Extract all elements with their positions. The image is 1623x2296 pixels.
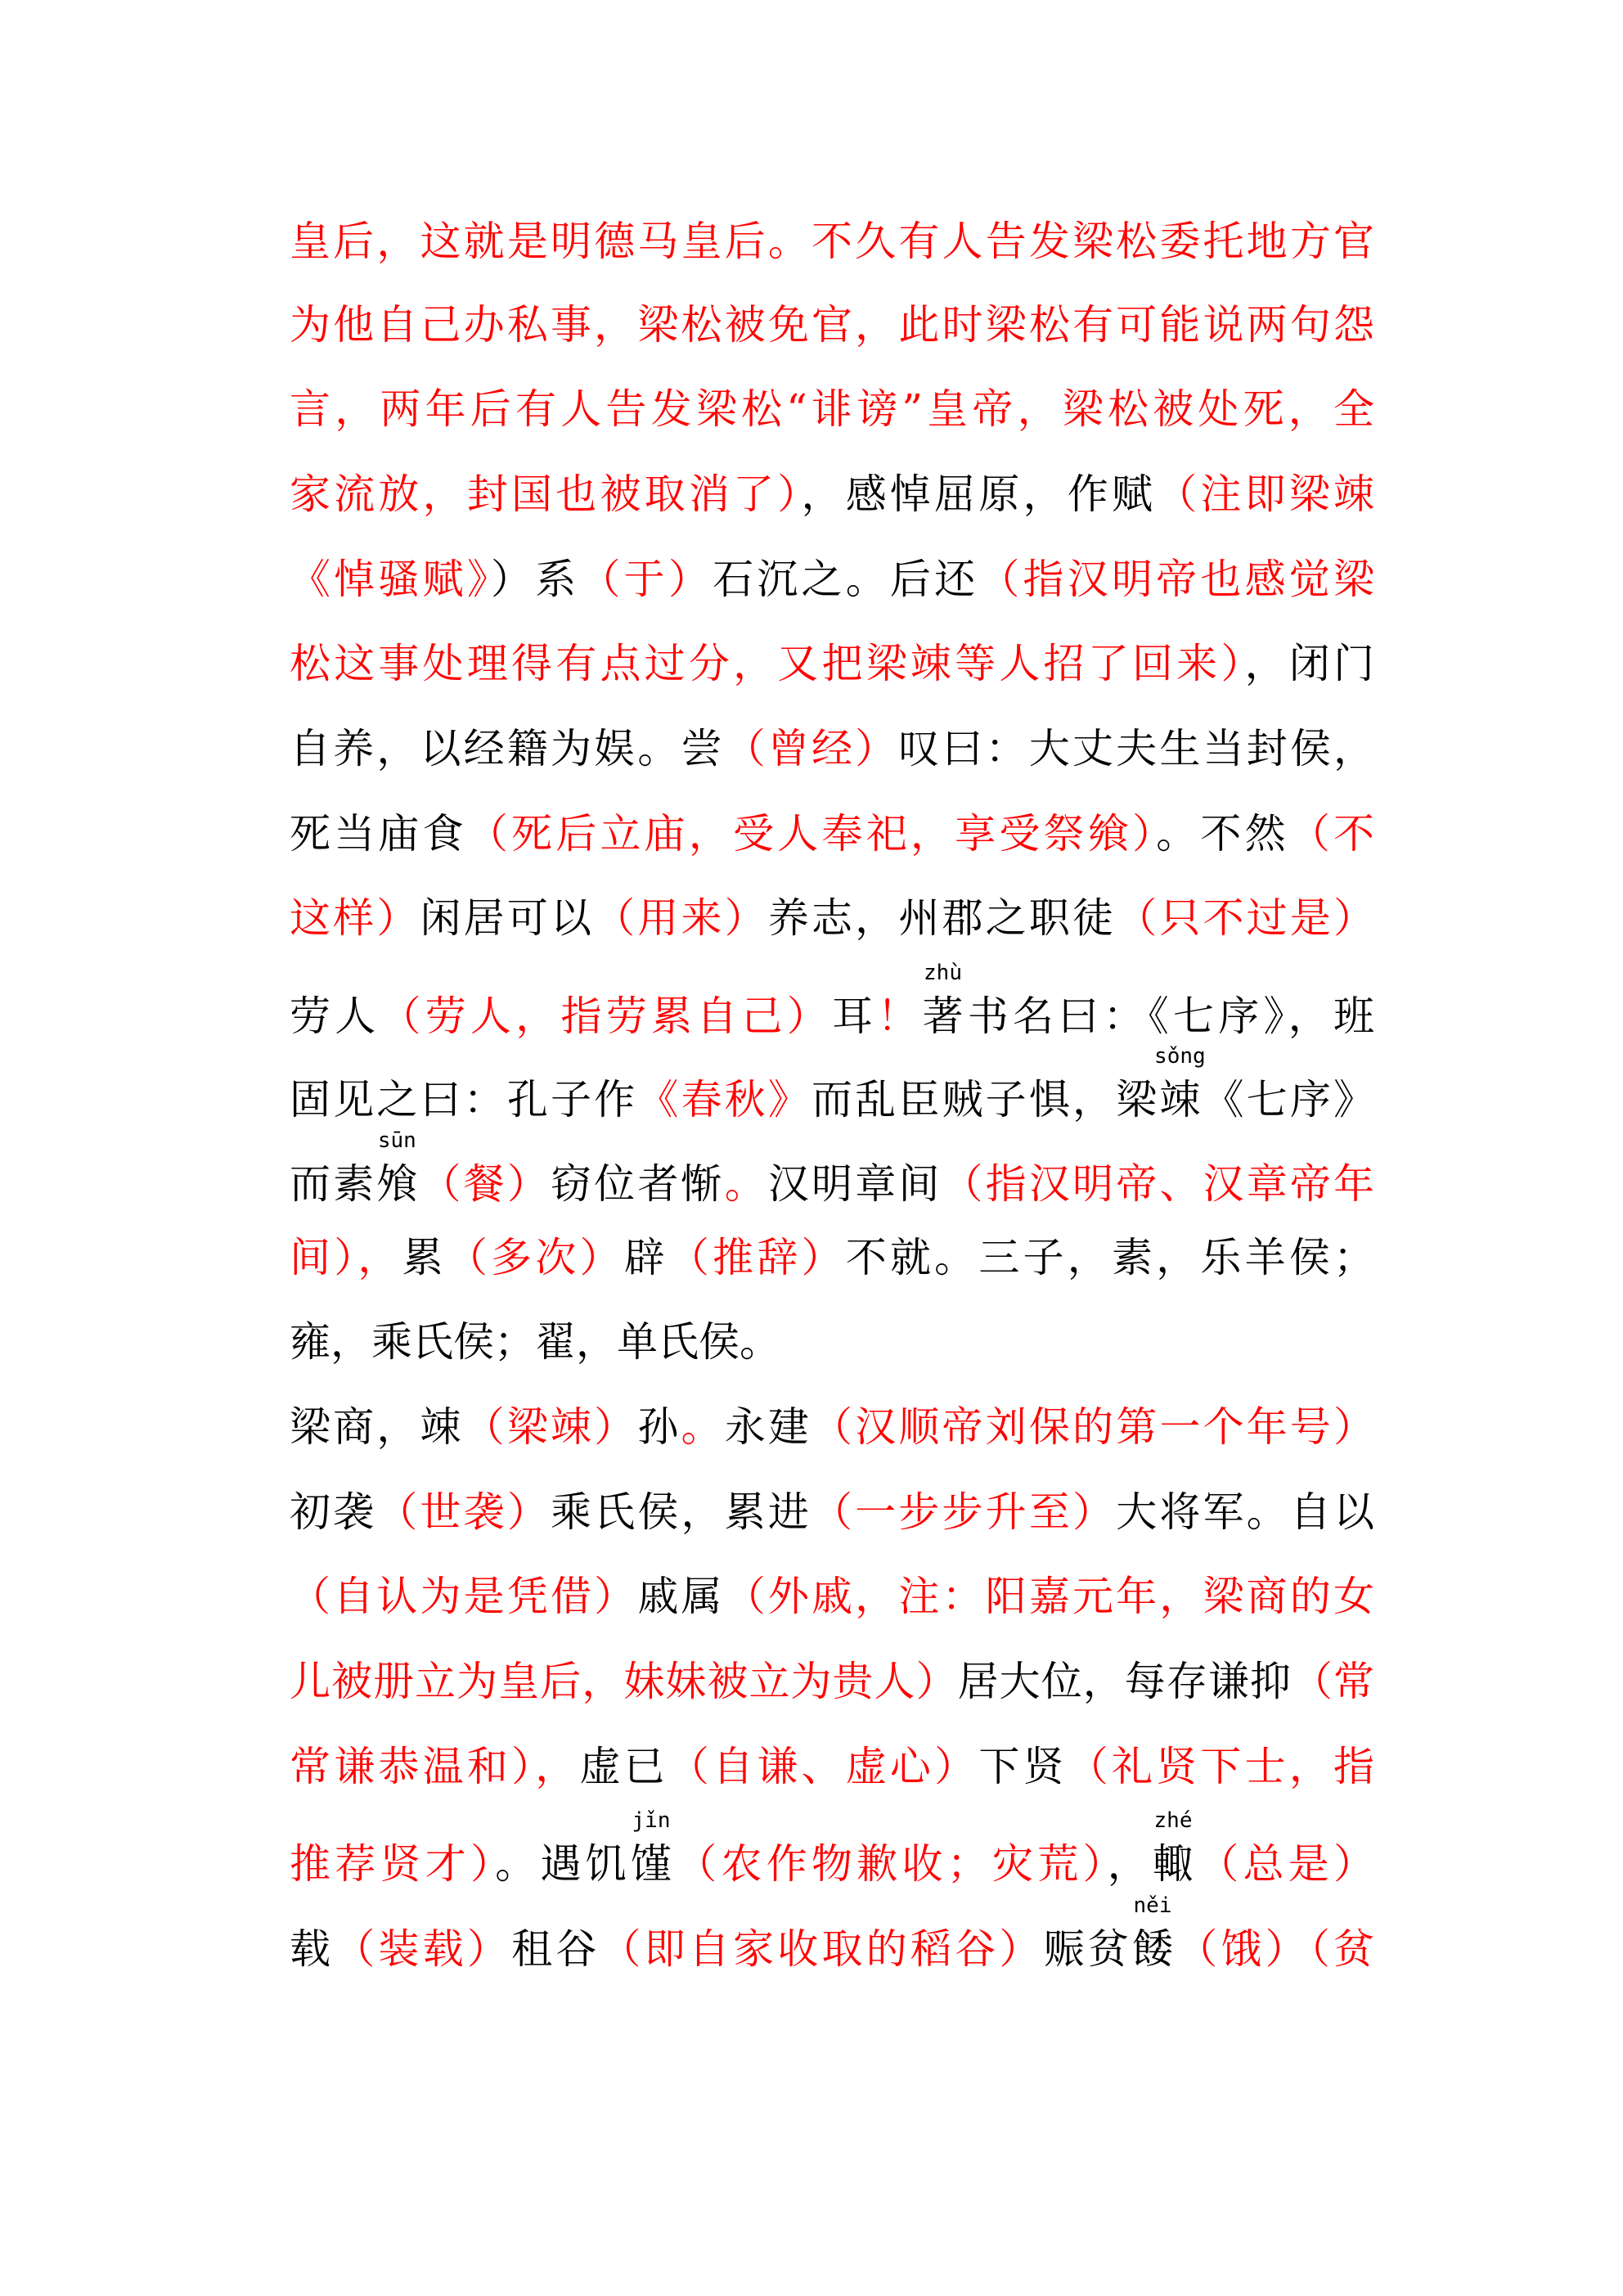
text-line [290, 1742, 1374, 1791]
original-text: 书名曰：《七序》，班 [963, 993, 1374, 1040]
annotation-text: （不 [1288, 810, 1375, 858]
original-text: 劳人 [290, 993, 380, 1040]
text-line [290, 894, 1374, 943]
original-text: 租谷 [511, 1925, 600, 1973]
text-line [290, 385, 1374, 434]
original-text: 大将军。自以 [1116, 1488, 1375, 1536]
annotation-text: 。 [681, 1403, 725, 1451]
original-text: 自养，以经籍为娱。尝 [290, 725, 725, 772]
text-line [290, 1402, 1374, 1452]
text-line [290, 724, 1374, 773]
text-line [290, 1044, 1375, 1124]
annotation-text: 间）， [290, 1234, 402, 1281]
text-line [290, 639, 1374, 688]
original-text: 乘氏侯，累进 [551, 1488, 812, 1536]
text-line [290, 1657, 1374, 1706]
text-line [290, 217, 1374, 266]
original-text: 下贤 [978, 1743, 1068, 1790]
annotation-text: 为他自己办私事，梁松被免官，此时梁松有可能说两句怨 [290, 301, 1374, 349]
original-text: 而素 [290, 1160, 377, 1208]
annotation-text: （装载） [334, 1925, 512, 1973]
original-text: 耳 [832, 993, 878, 1040]
text-line [290, 1808, 1374, 1889]
annotated-character: 著 zhù [922, 961, 964, 1040]
text-line [290, 1572, 1374, 1621]
original-text: 不就。三子，素，乐羊侯； [845, 1234, 1375, 1281]
original-text: 《七序》 [1200, 1076, 1375, 1123]
original-text: 梁商，竦 [290, 1403, 464, 1451]
annotation-text: 这样） [290, 894, 420, 942]
original-text: 赈贫 [1043, 1925, 1132, 1973]
annotation-text: （只不过是） [1116, 894, 1375, 942]
original-text: 叹曰：大丈夫生当封侯， [898, 725, 1375, 772]
original-text: 固见之曰：孔子作 [290, 1076, 638, 1123]
annotation-text: 儿被册立为皇后，妹妹被立为贵人） [290, 1658, 958, 1705]
text-line [290, 809, 1374, 858]
annotation-text: （农作物歉收；灾荒） [672, 1840, 1108, 1888]
annotation-text: （劳人，指劳累自己） [380, 993, 832, 1040]
annotation-text: （指汉明帝也感觉梁 [978, 556, 1375, 603]
annotation-text: （死后立庙，受人奉祀，享受祭飨） [466, 810, 1157, 858]
original-text: ）系 [491, 556, 580, 603]
annotation-text: 常谦恭温和）， [290, 1743, 580, 1790]
original-text: 初袭 [290, 1488, 377, 1536]
annotation-text: 推荐贤才） [290, 1840, 496, 1888]
annotation-text: （推辞） [668, 1234, 846, 1281]
annotation-text: 皇后，这就是明德马皇后。不久有人告发梁松委托地方官 [290, 218, 1374, 265]
annotation-text: （总是） [1194, 1840, 1374, 1888]
text-line [290, 1893, 1375, 1974]
pinyin-annotation: jǐn [632, 1808, 671, 1833]
annotation-text: （一步步升至） [812, 1488, 1117, 1536]
original-text: 窃位者惭 [551, 1160, 725, 1208]
original-text: 闲居可以 [420, 894, 595, 942]
annotation-text: （餐） [417, 1160, 551, 1208]
text-line [290, 1317, 1374, 1366]
annotation-text: 《悼骚赋》 [290, 556, 492, 603]
pinyin-annotation: zhé [1153, 1808, 1193, 1833]
annotation-text: 言，两年后有人告发梁松“诽谤”皇帝，梁松被处死，全 [290, 385, 1374, 433]
annotated-character: 馑 jǐn [631, 1808, 672, 1888]
pinyin-annotation: sǒng [1154, 1044, 1206, 1069]
annotated-character: 輙 zhé [1153, 1808, 1194, 1888]
text-line [290, 1233, 1374, 1282]
annotation-text: （礼贤下士，指 [1067, 1743, 1375, 1790]
text-line [290, 300, 1374, 349]
annotated-character: 飧 sūn [376, 1128, 418, 1208]
annotation-text: （于） [579, 556, 713, 603]
annotation-text: （自认为是凭借） [290, 1573, 638, 1620]
annotation-text: （曾经） [724, 725, 899, 772]
annotation-text: （梁竦） [463, 1403, 638, 1451]
annotation-text: （自谦、虚心） [668, 1743, 979, 1790]
annotation-text: （即自家收取的稻谷） [600, 1925, 1044, 1973]
annotation-text: （常 [1291, 1658, 1375, 1705]
annotation-text: （指汉明帝、汉章帝年 [942, 1160, 1375, 1208]
original-text: 石沉之。后还 [713, 556, 979, 603]
text-line [290, 1128, 1375, 1209]
annotated-character: 竦 sǒng [1154, 1044, 1206, 1123]
text-line [290, 1488, 1374, 1537]
annotation-text: 。 [724, 1160, 768, 1208]
text-line [290, 555, 1374, 604]
original-text: 虚已 [579, 1743, 668, 1790]
annotation-text: （注即梁竦 [1156, 470, 1375, 518]
original-text: 累 [402, 1234, 447, 1281]
annotation-text: （汉顺帝刘保的第一个年号） [812, 1403, 1375, 1451]
original-text: 。遇饥 [495, 1840, 631, 1888]
annotation-text: ！ [877, 993, 923, 1040]
pinyin-annotation: zhù [924, 961, 962, 985]
original-text: ，闭门 [1244, 640, 1375, 687]
original-text: 载 [290, 1925, 335, 1973]
annotation-text: 松这事处理得有点过分，又把梁竦等人招了回来） [290, 640, 1245, 687]
pinyin-annotation: něi [1133, 1893, 1172, 1918]
annotated-character: 餧 něi [1132, 1893, 1173, 1973]
original-text: 死当庙食 [290, 810, 467, 858]
original-text: 永建 [724, 1403, 812, 1451]
original-text: 养志，州郡之职徒 [767, 894, 1117, 942]
original-text: 汉明章间 [767, 1160, 942, 1208]
pinyin-annotation: sūn [377, 1128, 416, 1153]
annotation-text: （用来） [594, 894, 768, 942]
annotation-text: （世袭） [376, 1488, 551, 1536]
annotation-text: 《春秋》 [637, 1076, 812, 1123]
original-text: ，感悼屈原，作赋 [801, 470, 1157, 518]
original-text: 戚属 [637, 1573, 725, 1620]
original-text: 居大位，每存谦抑 [957, 1658, 1292, 1705]
original-text: 。不然 [1156, 810, 1289, 858]
original-text: ， [1107, 1840, 1153, 1888]
annotation-text: （多次） [446, 1234, 624, 1281]
annotation-text: （饿）（贫 [1173, 1925, 1375, 1973]
text-line [290, 961, 1374, 1041]
annotation-text: 家流放，封国也被取消了） [290, 470, 802, 518]
annotation-text: （外戚，注：阳嘉元年，梁商的女 [724, 1573, 1375, 1620]
original-text: 辟 [623, 1234, 668, 1281]
text-line [290, 470, 1374, 519]
original-text: 孙 [637, 1403, 681, 1451]
original-text: 而乱臣贼子惧，梁 [812, 1076, 1160, 1123]
original-text: 雍，乘氏侯；翟，单氏侯。 [290, 1318, 780, 1366]
